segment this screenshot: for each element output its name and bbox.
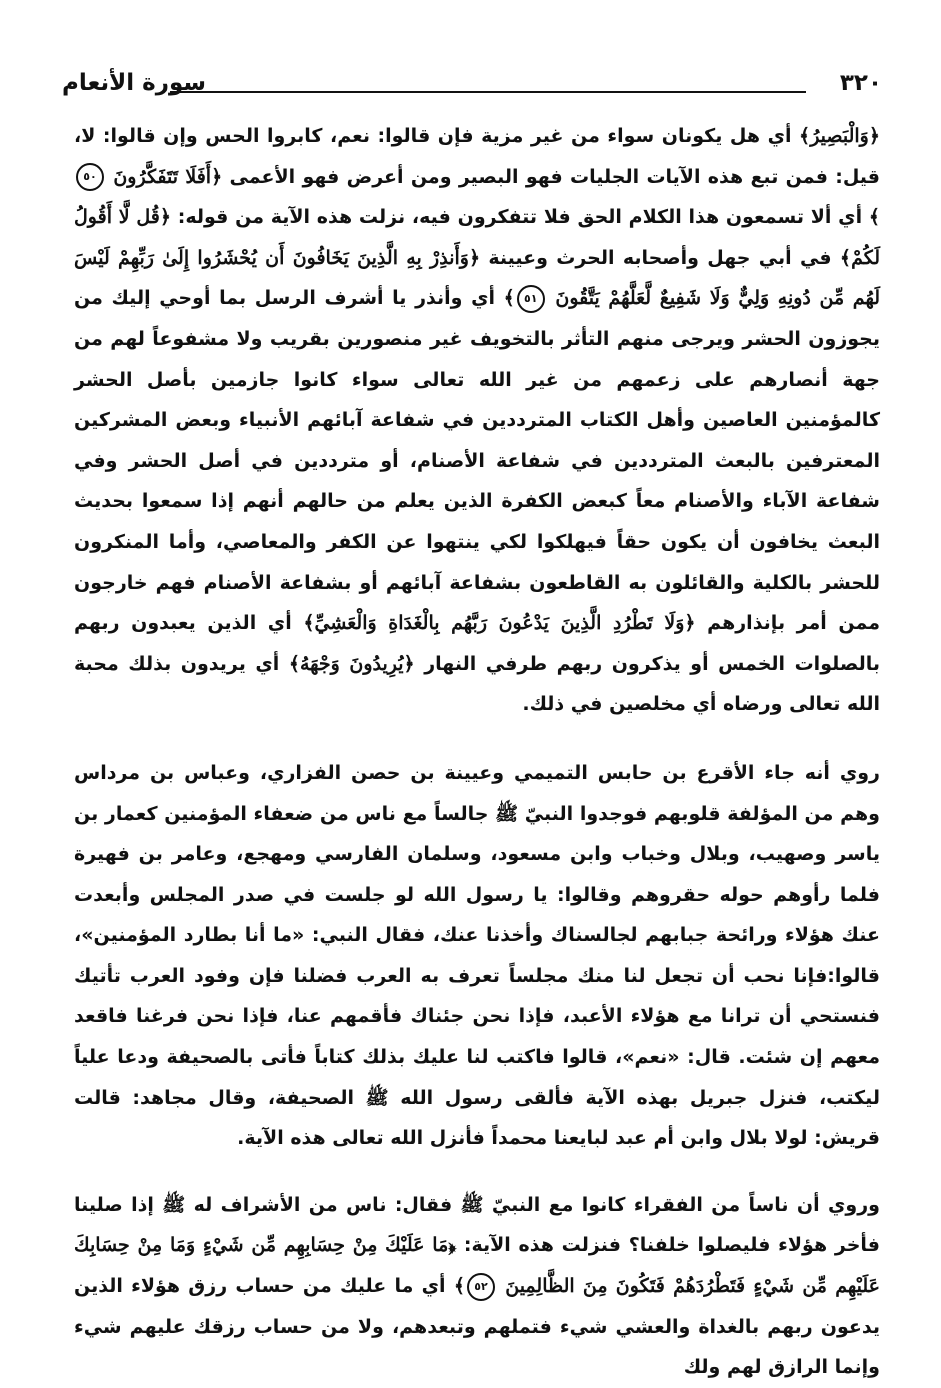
quran-verse: وَالْبَصِيرُ <box>810 125 869 147</box>
surah-title: سورة الأنعام <box>62 70 206 96</box>
commentary-text: أي يريدون بذلك محبة الله تعالى ورضاه أي مخلصين في ذلك. <box>74 652 880 716</box>
paragraph-narration: روي أنه جاء الأقرع بن حابس التميمي وعيينة بن حصن الفزاري، وعباس بن مرداس وهم من المؤلفة قلوبهم فوجدوا النبيّ ﷺ جالساً مع ناس من ضعفاء المؤمنين كعمار بن ياسر وصهيب، وبلال وخباب وابن مسعود، وسلمان الفارسي ومهجع، وعامر بن فهيرة فلما رأوهم حوله حقروهم وقالوا: يا رسول الله لو جلست في صدر المجلس وأبعدت عنك هؤلاء ورائحة جبابهم لجالسناك وأخذنا عنك، فقال النبي: «ما أنا بطارد المؤمنين»، قالوا:فإنا نحب أن تجعل لنا منك مجلساً تعرف به العرب فضلنا فإن وفود العرب تأتيك فنستحي أن ترانا مع هؤلاء الأعبد، فإذا نحن جئناك فأقمهم عنا، فإذا نحن فرغنا فاقعد معهم إن شئت. قال: «نعم»، قالوا فاكتب لنا عليك بذلك كتاباً فأتى بالصحيفة ودعا علياً ليكتب، فنزل جبريل بهذه الآية فألقى رسول الله ﷺ الصحيفة، وقال مجاهد: قالت قريش: لولا بلال وابن أم عبد لبايعنا محمداً فأنزل الله تعالى هذه الآية. <box>74 761 880 1150</box>
page-header <box>62 66 882 106</box>
header-rule <box>170 91 806 93</box>
quran-verse: وَأَنذِرْ بِهِ الَّذِينَ يَخَافُونَ أَن يُحْشَرُوا إِلَىٰ رَبِّهِمْ لَيْسَ لَهُم مِّن دُونِهِ وَلِيٌّ وَلَا شَفِيعٌ لَّعَلَّهُمْ يَتَّقُونَ <box>74 246 880 310</box>
aya-number-marker: ٥١ <box>517 285 545 313</box>
commentary-text: أي وأنذر يا أشرف الرسل بما أوحي إليك من يجوزون الحشر ويرجى منهم التأثر بالتخويف غير منصورين بقريب ولا مشفوعاً لهم من جهة أنصارهم على زعمهم من غير الله تعالى سواء كانوا جازمين بأصل الحشر كالمؤمنين العاصين وأهل الكتاب المترددين في شفاعة آبائهم الأنبياء وبعض المشركين المعترفين بالبعث المترددين في شفاعة الأصنام، أو مترددين في أصل الحشر وفي شفاعة الآباء والأصنام معاً كبعض الكفرة الذين يعلم من حالهم أنهم إذا سمعوا بحديث البعث يخافون أن يكون حقاً فيهلكوا لكي ينتهوا عن الكفر والمعاصي، وأما المنكرون للحشر بالكلية والقائلون به القاطعون بشفاعة آبائهم أو بشفاعة الأصنام فهم خارجون ممن أمر بإنذارهم <box>74 287 880 635</box>
aya-number-marker: ٥٢ <box>467 1273 495 1301</box>
paragraph-narration-2: وروي أن ناساً من الفقراء كانوا مع النبيّ ﷺ فقال: ناس من الأشراف له ﷺ إذا صلينا فأخر هؤلاء فليصلوا خلفنا؟ فنزلت هذه الآية: ﴿مَا عَلَيْكَ مِنْ حِسَابِهِم مِّن شَيْءٍ وَمَا مِنْ حِسَابِكَ عَلَيْهِم مِّن شَيْءٍ فَتَطْرُدَهُمْ فَتَكُونَ مِنَ الظَّالِمِينَ ٥٢﴾ أي ما عليك من حساب رزق هؤلاء الذين يدعون ربهم بالغداة والعشي شيء فتملهم وتبعدهم، ولا من حساب رزقك عليهم شيء وإنما الرازق لهم ولك <box>74 1193 880 1379</box>
page-body <box>74 116 880 1388</box>
quran-verse: يُرِيدُونَ وَجْهَهُ <box>299 652 404 675</box>
quran-verse: قُل لَّا أَقُولُ لَكُمْ <box>74 206 880 269</box>
quran-verse: أَفَلَا تَتَفَكَّرُونَ <box>113 165 212 188</box>
commentary-text: أي هل يكونان سواء من غير مزية فإن قالوا: نعم، كابروا الحس وإن قالوا: لا، قيل: فمن تبع هذه الآيات الجليات فهو البصير ومن أعرض فهو الأعمى <box>74 125 880 188</box>
paragraph-gap <box>74 1159 880 1185</box>
quran-verse: مَا عَلَيْكَ مِنْ حِسَابِهِم مِّن شَيْءٍ وَمَا مِنْ حِسَابِكَ عَلَيْهِم مِّن شَيْءٍ فَتَطْرُدَهُمْ فَتَكُونَ مِنَ الظَّالِمِينَ <box>74 1234 880 1298</box>
commentary-text: وروي أن ناساً من الفقراء كانوا مع النبيّ ﷺ فقال: ناس من الأشراف له ﷺ إذا صلينا فأخر هؤلاء فليصلوا خلفنا؟ فنزلت هذه الآية: <box>74 1193 880 1257</box>
commentary-text: أي ما عليك من حساب رزق هؤلاء الذين يدعون ربهم بالغداة والعشي شيء فتملهم وتبعدهم، ولا من حساب رزقك عليهم شيء وإنما الرازق لهم ولك <box>74 1275 880 1379</box>
quran-verse: وَلَا تَطْرُدِ الَّذِينَ يَدْعُونَ رَبَّهُم بِالْغَدَاةِ وَالْعَشِيِّ <box>314 612 685 635</box>
commentary-text: أي ألا تسمعون هذا الكلام الحق فلا تتفكرون فيه، نزلت هذه الآية من قوله: <box>170 206 869 229</box>
page-number: ٣٢٠ <box>839 70 882 96</box>
aya-number-marker: ٥٠ <box>76 163 104 191</box>
commentary-text: في أبي جهل وأصحابه الحرث وعيينة <box>480 246 840 269</box>
paragraph-gap <box>74 725 880 753</box>
paragraph-tafsir: ﴿وَالْبَصِيرُ﴾ أي هل يكونان سواء من غير مزية فإن قالوا: نعم، كابروا الحس وإن قالوا: لا، قيل: فمن تبع هذه الآيات الجليات فهو البصير ومن أعرض فهو الأعمى ﴿أَفَلَا تَتَفَكَّرُونَ ٥٠﴾ أي ألا تسمعون هذا الكلام الحق فلا تتفكرون فيه، نزلت هذه الآية من قوله: ﴿قُل لَّا أَقُولُ لَكُمْ﴾ في أبي جهل وأصحابه الحرث وعيينة ﴿وَأَنذِرْ بِهِ الَّذِينَ يَخَافُونَ أَن يُحْشَرُوا إِلَىٰ رَبِّهِمْ لَيْسَ لَهُم مِّن دُونِهِ وَلِيٌّ وَلَا شَفِيعٌ لَّعَلَّهُمْ يَتَّقُونَ ٥١﴾ أي وأنذر يا أشرف الرسل بما أوحي إليك من يجوزون الحشر ويرجى منهم التأثر بالتخويف غير منصورين بقريب ولا مشفوعاً لهم من جهة أنصارهم على زعمهم من غير الله تعالى سواء كانوا جازمين بأصل الحشر كالمؤمنين العاصين وأهل الكتاب المترددين في شفاعة آبائهم الأنبياء وبعض المشركين المعترفين بالبعث المترددين في شفاعة الأصنام، أو مترددين في أصل الحشر وفي شفاعة الآباء والأصنام معاً كبعض الكفرة الذين يعلم من حالهم أنهم إذا سمعوا بحديث البعث يخافون أن يكون حقاً فيهلكوا لكي ينتهوا عن الكفر والمعاصي، وأما المنكرون للحشر بالكلية والقائلون به القاطعون بشفاعة آبائهم أو بشفاعة الأصنام فهم خارجون ممن أمر بإنذارهم ﴿وَلَا تَطْرُدِ الَّذِينَ يَدْعُونَ رَبَّهُم بِالْغَدَاةِ وَالْعَشِيِّ﴾ أي الذين يعبدون ربهم بالصلوات الخمس أو يذكرون ربهم طرفي النهار ﴿يُرِيدُونَ وَجْهَهُ﴾ أي يريدون بذلك محبة الله تعالى ورضاه أي مخلصين في ذلك. <box>74 125 880 716</box>
commentary-text: أي الذين يعبدون ربهم بالصلوات الخمس أو يذكرون ربهم طرفي النهار <box>74 612 880 675</box>
